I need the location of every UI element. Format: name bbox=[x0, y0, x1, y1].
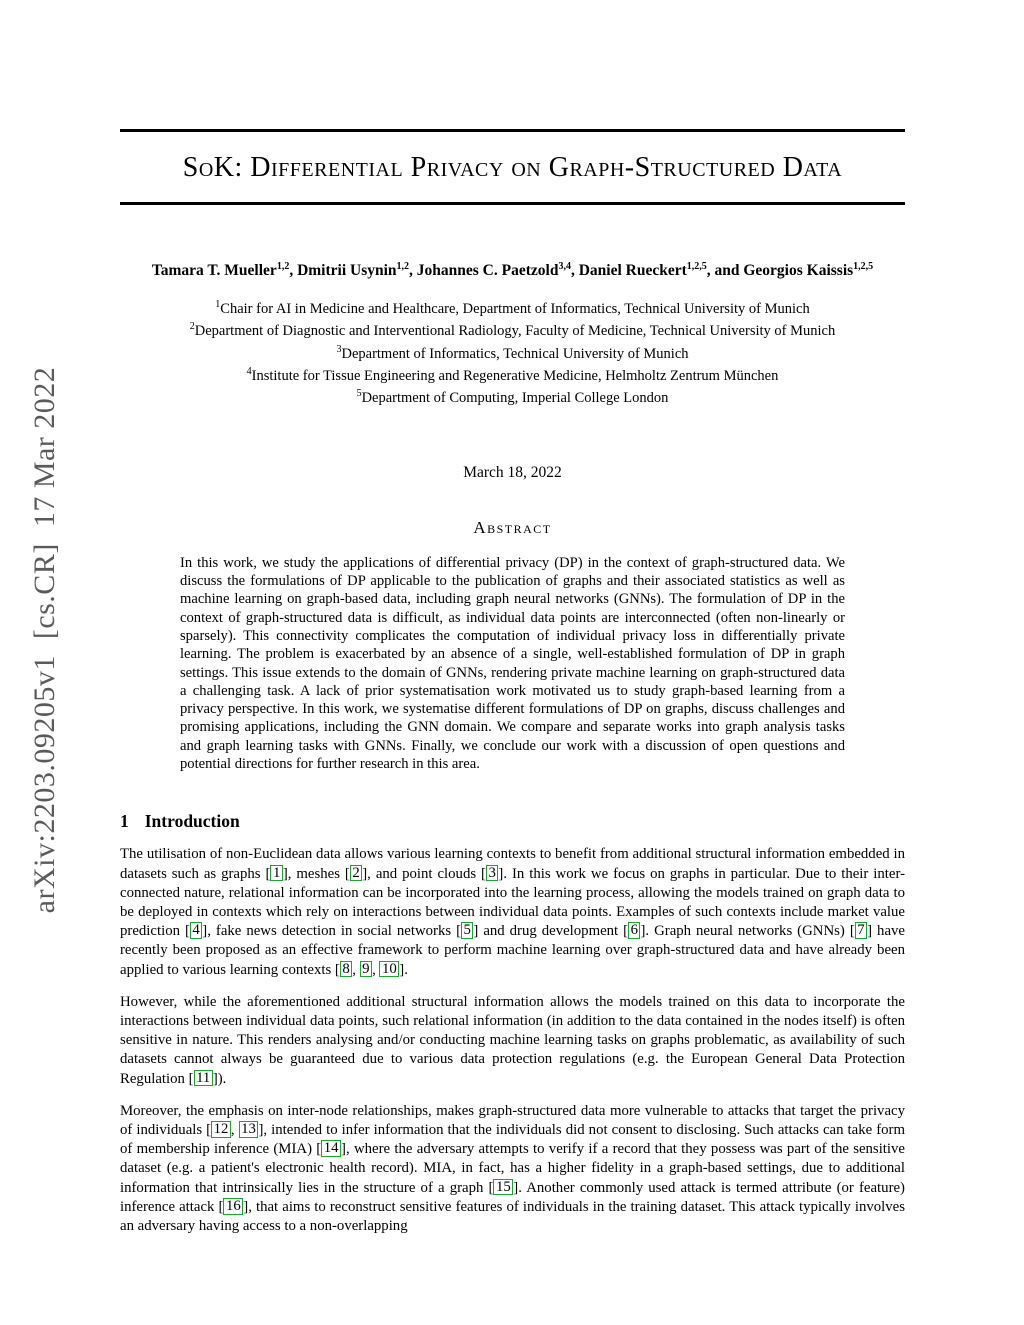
arxiv-identifier-label: arXiv:2203.09205v1 [cs.CR] 17 Mar 2022 bbox=[28, 366, 61, 914]
affiliation-line: $^4$Institute for Tissue Engineering and Regenerative Medicine, Helmholtz Zentrum München bbox=[246, 366, 779, 384]
citation-link[interactable]: 9 bbox=[360, 961, 372, 978]
citation-link[interactable]: 8 bbox=[340, 961, 352, 978]
superscript: 4 bbox=[246, 366, 252, 378]
citation-link[interactable]: 16 bbox=[223, 1198, 243, 1215]
superscript: 2 bbox=[189, 321, 195, 333]
affiliation-line: $^3$Department of Informatics, Technical University of Munich bbox=[336, 343, 689, 362]
citation-link[interactable]: 3 bbox=[486, 865, 498, 882]
paper-date: March 18, 2022 bbox=[463, 463, 562, 481]
section-title: Introduction bbox=[144, 811, 240, 832]
superscript: 1,2 bbox=[396, 261, 410, 272]
citation-link[interactable]: 11 bbox=[194, 1070, 213, 1087]
superscript: 3 bbox=[336, 343, 342, 355]
authors-line: Tamara T. Mueller$^{1,2}$, Dmitrii Usynin$^{1,2}$, Johannes C. Paetzold$^{3,4}$, Daniel Rueckert$^{1,2,5}$, and Georgios Kaissis$^{1,2,5}$ bbox=[151, 261, 874, 280]
citation-link[interactable]: 1 bbox=[270, 865, 282, 882]
section-heading-introduction bbox=[120, 811, 905, 832]
citation-link[interactable]: 14 bbox=[321, 1140, 341, 1157]
citation-link[interactable]: 4 bbox=[190, 922, 202, 939]
introduction-paragraphs bbox=[120, 845, 905, 1236]
superscript: 3,4 bbox=[558, 261, 571, 272]
affiliation-line: $^1$Chair for AI in Medicine and Healthcare, Department of Informatics, Technical University of Munich bbox=[215, 299, 810, 317]
affiliations-block bbox=[120, 296, 905, 408]
paper-content bbox=[120, 0, 905, 1236]
title-rule-top bbox=[120, 129, 905, 132]
section-number: 1 bbox=[120, 811, 129, 832]
citation-link[interactable]: 2 bbox=[350, 865, 362, 882]
abstract-text: In this work, we study the applications of differential privacy (DP) in the context of graph-structured data. We discuss the formulations of DP applicable to the publication of graphs and their associated statistics as well as machine learning on graph-based data, including graph neural networks (GNNs). The formulation of DP in the context of graph-structured data is difficult, as individual data points are interconnected (often non-linearly or sparsely). This connectivity complicates the computation of individual privacy loss in differentially private learning. The problem is exacerbated by an absence of a single, well-established formulation of DP in graph settings. This issue extends to the domain of GNNs, rendering private machine learning on graph-structured data a challenging task. A lack of prior systematisation work motivated us to study graph-based learning from a privacy perspective. In this work, we systematise different formulations of DP on graphs, discuss challenges and promising applications, including the GNN domain. We compare and separate works into graph analysis tasks and graph learning tasks with GNNs. Finally, we conclude our work with a discussion of open questions and potential directions for further research in this area. bbox=[180, 554, 845, 773]
body-paragraph: Moreover, the emphasis on inter-node relationships, makes graph-structured data more vulnerable to attacks that target the privacy of individuals [ 12 , 13 ], intended to infer information that the individuals did not consent to disclosing. Such attacks can take form of membership inference (MIA) [ 14 ], where the adversary attempts to verify if a record that they possess was part of the sensitive dataset (e.g. a patient's electronic health record). MIA, in fact, has a higher fidelity in a graph-based settings, due to additional information that intrinsically lies in the structure of a graph [ 15 ]. Another commonly used attack is termed attribute (or feature) inference attack [ 16 ], that aims to reconstruct sensitive features of individuals in the training dataset. This attack typically involves an adversary having access to a non-overlapping bbox=[120, 1102, 906, 1235]
abstract-heading: Abstract bbox=[473, 517, 552, 537]
superscript: 1,2 bbox=[276, 261, 290, 272]
citation-link[interactable]: 12 bbox=[211, 1121, 231, 1138]
citation-link[interactable]: 5 bbox=[461, 922, 473, 939]
body-paragraph: The utilisation of non-Euclidean data allows various learning contexts to benefit from additional structural information embedded in datasets such as graphs [ 1 ], meshes [ 2 ], and point clouds [ 3 ]. In this work we focus on graphs in particular. Due to their inter-connected nature, relational information can be incorporated into the learning process, allowing the models trained on graph data to be deployed in contexts which rely on interactions between individual data points. Examples of such contexts include market value prediction [ 4 ], fake news detection in social networks [ 5 ] and drug development [ 6 ]. Graph neural networks (GNNs) [ 7 ] have recently been proposed as an effective framework to perform machine learning over graph-structured data and have already been applied to various learning contexts [ 8 , 9 , 10 ]. bbox=[120, 846, 906, 978]
citation-link[interactable]: 10 bbox=[379, 961, 399, 978]
affiliation-line: $^2$Department of Diagnostic and Interventional Radiology, Faculty of Medicine, Technical University of Munich bbox=[189, 321, 836, 340]
citation-link[interactable]: 15 bbox=[493, 1179, 513, 1196]
citation-link[interactable]: 7 bbox=[855, 922, 867, 939]
title-rule-bottom bbox=[120, 202, 905, 205]
affiliation-line: $^5$Department of Computing, Imperial College London bbox=[356, 388, 669, 407]
body-paragraph: However, while the aforementioned additional structural information allows the models trained on this data to incorporate the interactions between individual data points, such relational information (in addition to the data contained in the nodes itself) is often sensitive in nature. This renders analysing and/or conducting machine learning tasks on graphs problematic, as availability of such datasets cannot always be guaranteed due to various data protection regulations (e.g. the European General Data Protection Regulation [ 11 ]). bbox=[120, 993, 905, 1087]
citation-link[interactable]: 13 bbox=[239, 1121, 259, 1138]
paper-title: SoK: Differential Privacy on Graph-Structured Data bbox=[182, 152, 843, 183]
superscript: 1,2,5 bbox=[853, 261, 874, 272]
citation-link[interactable]: 6 bbox=[628, 922, 640, 939]
superscript: 1 bbox=[215, 299, 221, 311]
superscript: 1,2,5 bbox=[686, 261, 707, 272]
superscript: 5 bbox=[356, 388, 362, 400]
